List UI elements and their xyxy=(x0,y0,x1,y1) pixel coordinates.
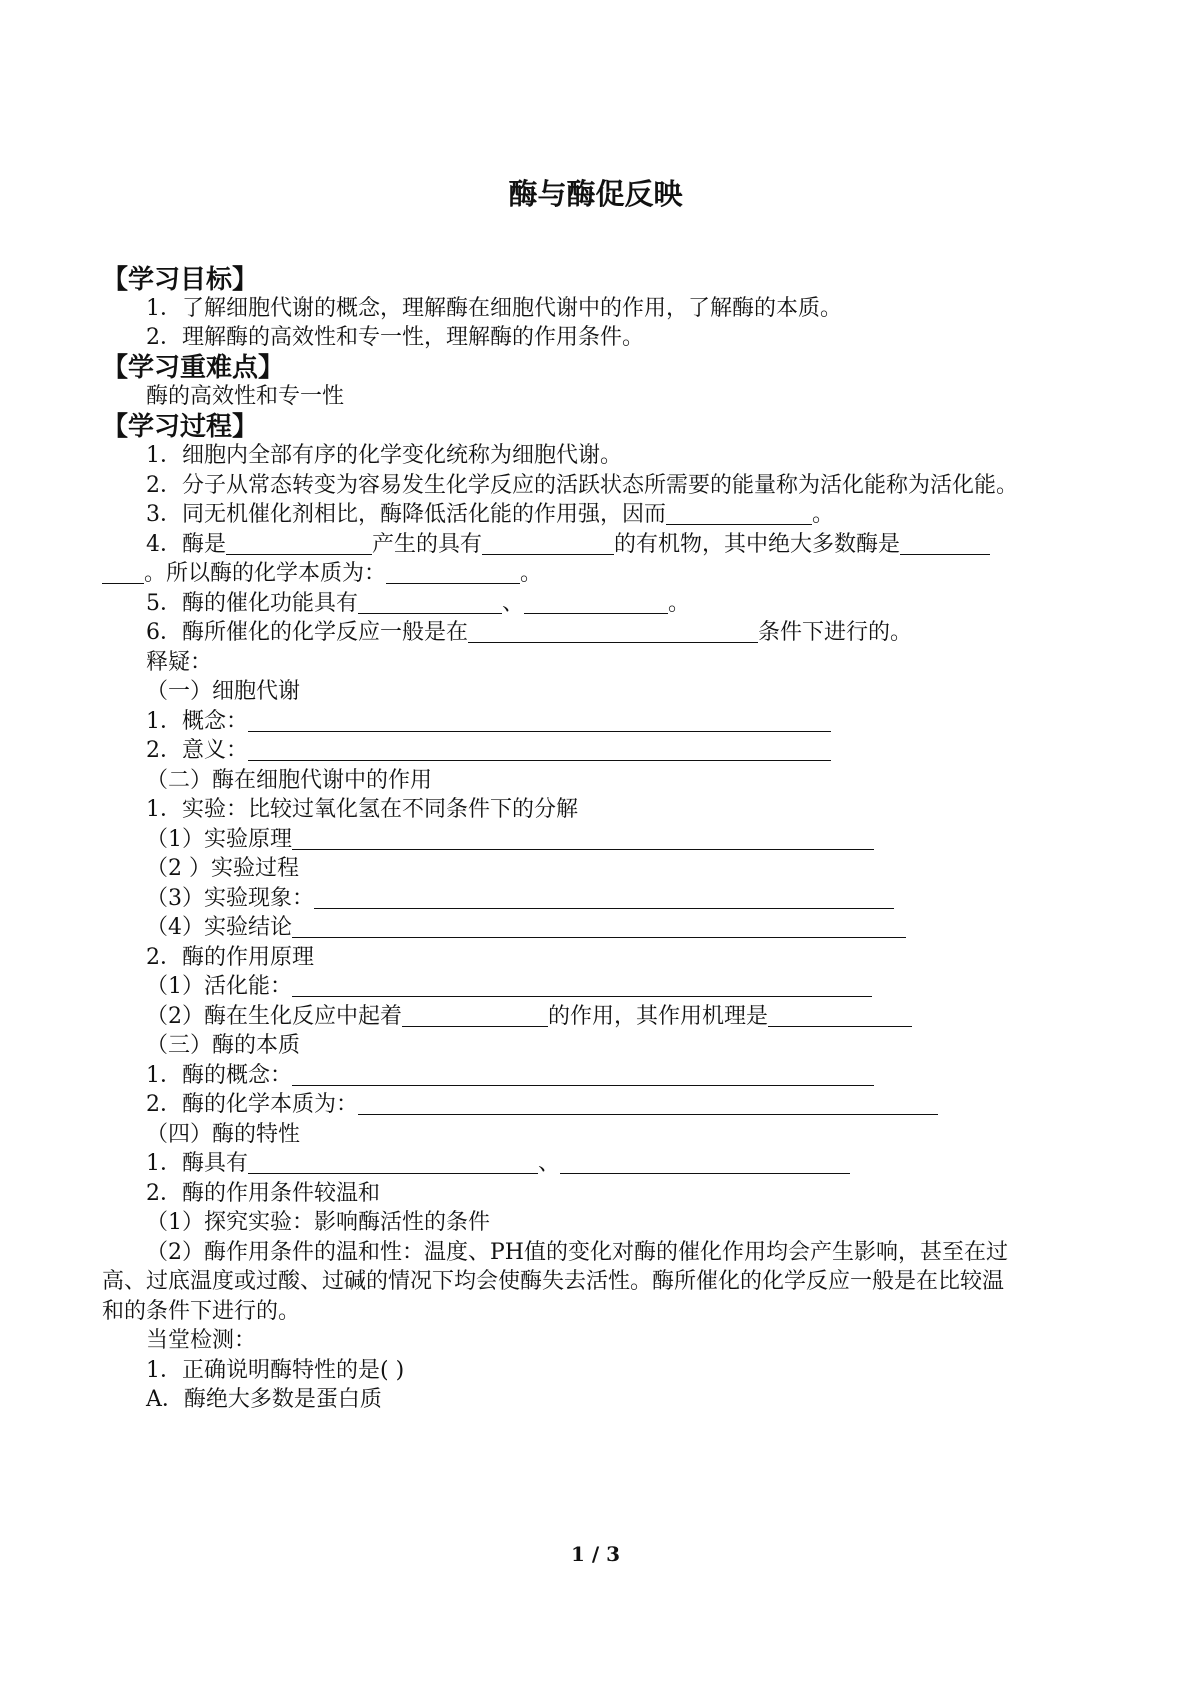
process-item-3: 3．同无机催化剂相比，酶降低活化能的作用强，因而 。 xyxy=(146,502,835,527)
s2-mechanism: 2．酶的作用原理 xyxy=(146,945,314,970)
subsection-heading-3: （三）酶的本质 xyxy=(146,1033,301,1058)
fill-blank[interactable] xyxy=(560,1149,850,1174)
fill-blank[interactable] xyxy=(102,559,144,584)
fill-blank[interactable] xyxy=(468,618,758,643)
s3-concept: 1．酶的概念： xyxy=(146,1059,874,1093)
s1-meaning: 2．意义： xyxy=(146,734,831,768)
s4-mild: 2．酶的作用条件较温和 xyxy=(146,1181,380,1206)
fill-blank[interactable] xyxy=(524,589,668,614)
fill-blank[interactable] xyxy=(248,1149,538,1174)
fill-blank[interactable] xyxy=(292,972,872,997)
s2-phenomenon: （3）实验现象： xyxy=(146,882,894,916)
subsection-heading-4: （四）酶的特性 xyxy=(146,1122,301,1147)
subsection-heading-2: （二）酶在细胞代谢中的作用 xyxy=(146,768,433,793)
s2-conclusion: （4）实验结论 xyxy=(146,911,906,945)
s4-paragraph-line-1: （2）酶作用条件的温和性：温度、PH值的变化对酶的催化作用均会产生影响，甚至在过 xyxy=(146,1240,1008,1265)
key-points-text: 酶的高效性和专一性 xyxy=(146,384,345,409)
page-number: 1 / 3 xyxy=(570,1542,621,1566)
document-title: 酶与酶促反映 xyxy=(508,177,683,211)
s4-explore: （1）探究实验：影响酶活性的条件 xyxy=(146,1210,490,1235)
s2-activation: （1）活化能： xyxy=(146,970,872,1004)
s2-experiment: 1．实验：比较过氧化氢在不同条件下的分解 xyxy=(146,797,578,822)
s2-role: （2）酶在生化反应中起着 的作用，其作用机理是 xyxy=(146,1000,912,1034)
subsection-heading-1: （一）细胞代谢 xyxy=(146,679,301,704)
fill-blank[interactable] xyxy=(292,825,874,850)
s3-chemical: 2．酶的化学本质为： xyxy=(146,1088,938,1122)
fill-blank[interactable] xyxy=(292,1061,874,1086)
fill-blank[interactable] xyxy=(358,589,502,614)
process-item-6: 6．酶所催化的化学反应一般是在 条件下进行的。 xyxy=(146,620,913,645)
s4-paragraph-line-3: 和的条件下进行的。 xyxy=(102,1299,301,1324)
process-item-5: 5．酶的催化功能具有 、 。 xyxy=(146,591,691,616)
quiz-option-a: A．酶绝大多数是蛋白质 xyxy=(146,1387,382,1412)
objective-2: 2．理解酶的高效性和专一性，理解酶的作用条件。 xyxy=(146,325,644,350)
fill-blank[interactable] xyxy=(248,707,831,732)
fill-blank[interactable] xyxy=(666,500,812,525)
fill-blank[interactable] xyxy=(358,1090,938,1115)
fill-blank[interactable] xyxy=(314,884,894,909)
fill-blank[interactable] xyxy=(768,1002,912,1027)
explain-label: 释疑： xyxy=(146,650,213,675)
s4-has: 1．酶具有 、 xyxy=(146,1147,850,1181)
fill-blank[interactable] xyxy=(402,1002,548,1027)
process-item-2: 2．分子从常态转变为容易发生化学反应的活跃状态所需要的能量称为活化能称为活化能。 xyxy=(146,473,1019,498)
quiz-heading: 当堂检测： xyxy=(146,1328,257,1353)
s4-paragraph-line-2: 高、过底温度或过酸、过碱的情况下均会使酶失去活性。酶所催化的化学反应一般是在比较温 xyxy=(102,1269,1005,1294)
s2-procedure: （2 ）实验过程 xyxy=(146,856,299,881)
quiz-question-1: 1．正确说明酶特性的是( ) xyxy=(146,1358,405,1383)
fill-blank[interactable] xyxy=(386,559,520,584)
process-item-4-cont: 。所以酶的化学本质为： 。 xyxy=(102,557,542,591)
process-item-4: 4．酶是 产生的具有 的有机物，其中绝大多数酶是 xyxy=(146,528,990,562)
fill-blank[interactable] xyxy=(482,530,614,555)
fill-blank[interactable] xyxy=(292,913,906,938)
section-heading-process: 【学习过程】 xyxy=(102,412,259,442)
s1-concept: 1．概念： xyxy=(146,705,831,739)
section-heading-key-points: 【学习重难点】 xyxy=(102,353,285,383)
process-item-1: 1．细胞内全部有序的化学变化统称为细胞代谢。 xyxy=(146,443,622,468)
s2-principle: （1）实验原理 xyxy=(146,823,874,857)
fill-blank[interactable] xyxy=(900,530,990,555)
objective-1: 1．了解细胞代谢的概念，理解酶在细胞代谢中的作用，了解酶的本质。 xyxy=(146,296,842,321)
fill-blank[interactable] xyxy=(248,736,831,761)
section-heading-objectives: 【学习目标】 xyxy=(102,265,259,295)
fill-blank[interactable] xyxy=(226,530,372,555)
